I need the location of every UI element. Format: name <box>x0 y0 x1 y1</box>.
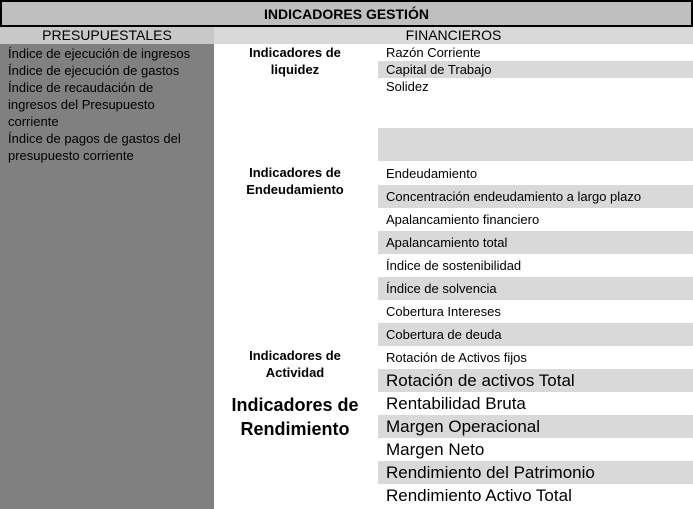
indicator-row: Capital de Trabajo <box>378 61 693 78</box>
indicator-row: Margen Neto <box>386 440 485 459</box>
financieros-header: FINANCIEROS <box>214 27 693 44</box>
group-label-line: Actividad <box>265 365 325 380</box>
indicator-row: Cobertura de deuda <box>378 323 693 346</box>
presupuestal-item: Índice de pagos de gastos del <box>8 131 181 146</box>
group-label-line: Indicadores de <box>249 348 341 363</box>
group-label-rendimiento <box>218 393 372 441</box>
indicator-row: Rendimiento del Patrimonio <box>378 461 693 484</box>
group-label-line: Indicadores de <box>231 395 359 415</box>
presupuestales-column <box>0 27 214 509</box>
group-label-line: Rendimiento <box>240 419 350 439</box>
presupuestal-item: Índice de recaudación de <box>8 80 154 95</box>
indicator-row: Razón Corriente <box>386 45 481 60</box>
table-title: INDICADORES GESTIÓN <box>0 0 693 27</box>
presupuestal-item: Índice de ejecución de ingresos <box>8 46 191 61</box>
indicator-row: Cobertura Intereses <box>386 304 501 319</box>
presupuestales-list <box>0 44 214 164</box>
group-label-endeudamiento <box>222 164 368 198</box>
group-label-line: Indicadores de <box>249 45 341 60</box>
indicator-row: Endeudamiento <box>386 166 478 181</box>
indicator-row: Margen Operacional <box>378 415 693 438</box>
indicator-row: Índice de solvencia <box>378 277 693 300</box>
group-label-liquidez <box>222 44 368 78</box>
indicator-row: Índice de sostenibilidad <box>386 258 522 273</box>
group-label-actividad <box>222 347 368 381</box>
presupuestal-item: corriente <box>8 114 59 129</box>
indicator-row: Rotación de Activos fijos <box>386 350 527 365</box>
blank-row <box>378 128 693 161</box>
group-label-line: Endeudamiento <box>246 182 344 197</box>
presupuestales-header: PRESUPUESTALES <box>0 27 214 44</box>
indicator-row: Rotación de activos Total <box>378 369 693 392</box>
indicator-row: Rendimiento Activo Total <box>386 486 572 505</box>
group-label-line: liquidez <box>270 62 320 77</box>
indicator-row: Rentabilidad Bruta <box>386 394 526 413</box>
indicator-row: Apalancamiento financiero <box>386 212 540 227</box>
presupuestal-item: Índice de ejecución de gastos <box>8 63 180 78</box>
presupuestal-item: ingresos del Presupuesto <box>8 97 155 112</box>
presupuestal-item: presupuesto corriente <box>8 148 134 163</box>
indicator-row: Apalancamiento total <box>378 231 693 254</box>
group-label-line: Indicadores de <box>249 165 341 180</box>
indicator-row: Concentración endeudamiento a largo plazo <box>378 185 693 208</box>
indicator-row: Solidez <box>386 79 429 94</box>
